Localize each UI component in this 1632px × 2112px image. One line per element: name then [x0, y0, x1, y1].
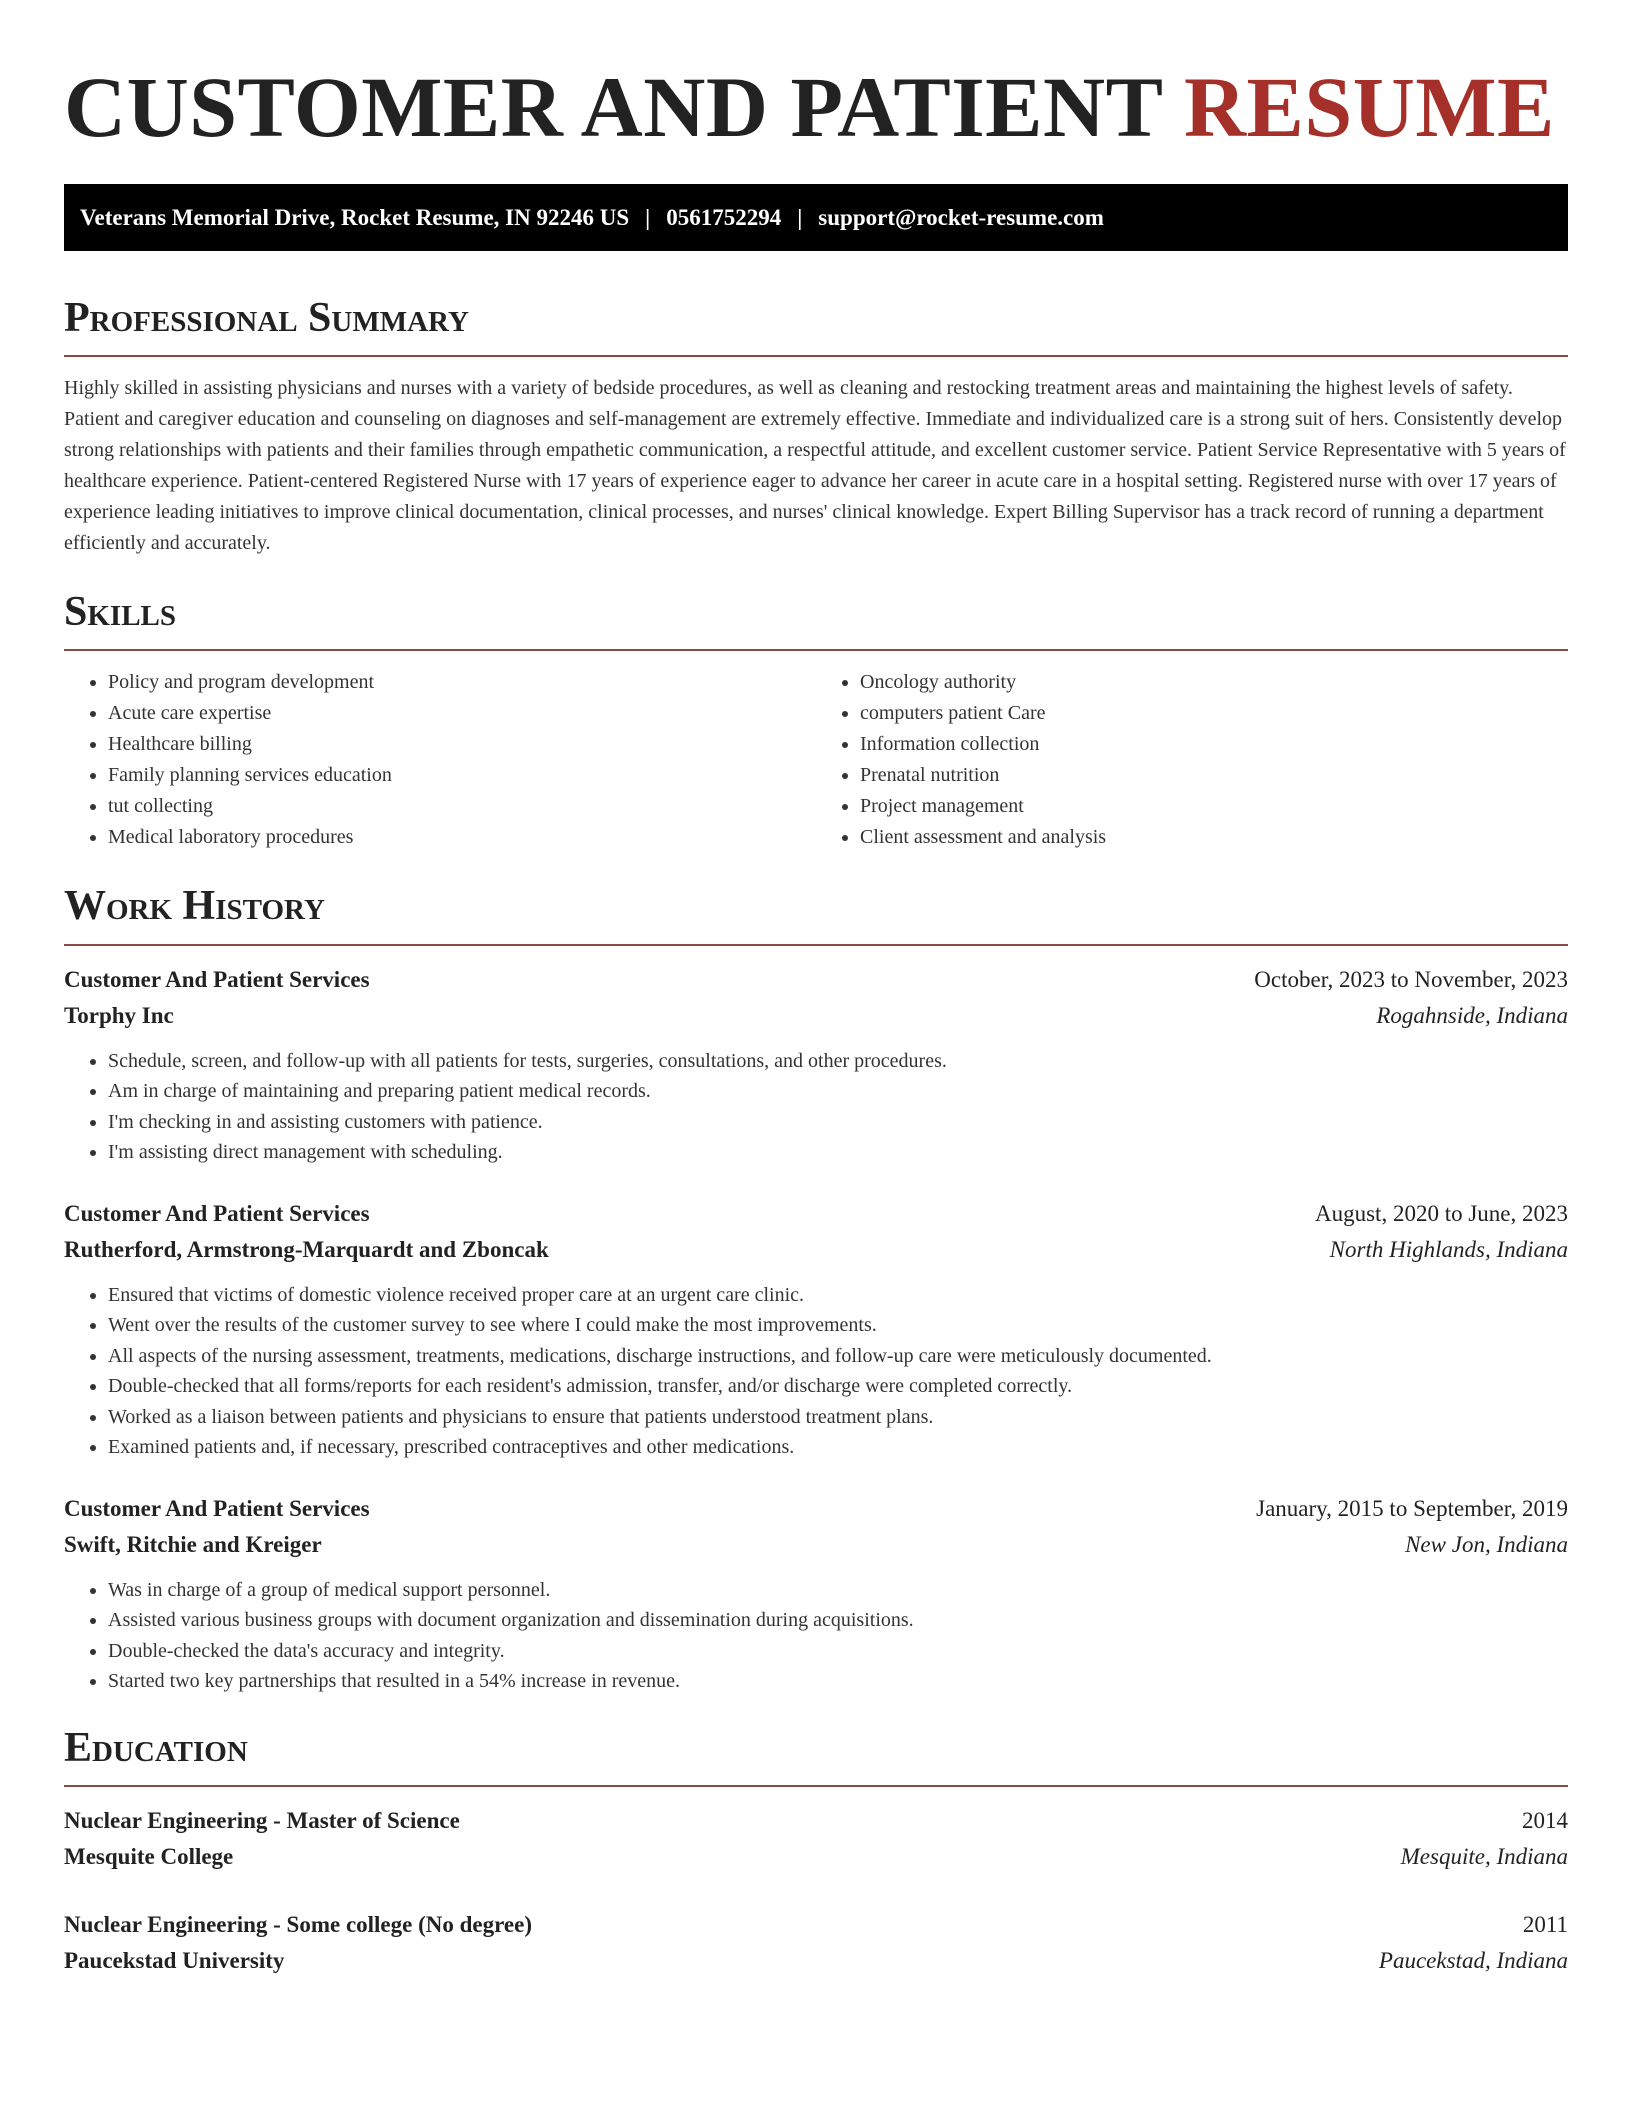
job-entry: [64, 1196, 1568, 1463]
section-divider: [64, 355, 1568, 357]
education-entry: [64, 1907, 1568, 1979]
education-location: Paucekstad, Indiana: [1378, 1947, 1568, 1973]
job-company: Torphy Inc: [64, 1002, 174, 1028]
summary-text: Highly skilled in assisting physicians and nurses with a variety of bedside procedures, as well as cleaning and restocking treatment areas and maintaining the highest levels of safety. Patient and caregiver education and counseling on diagnoses and self-management are extremely effective. Immediate and individualized care is a strong suit of hers. Consistently develop strong relationships with patients and their families through empathetic communication, a respectful attitude, and excellent customer service. Patient Service Representative with 5 years of healthcare experience. Patient-centered Registered Nurse with 17 years of experience eager to advance her career in acute care in a hospital setting. Registered nurse with over 17 years of experience leading initiatives to improve clinical documentation, clinical processes, and nurses' clinical knowledge. Expert Billing Supervisor has a track record of running a department efficiently and accurately.: [64, 377, 1566, 555]
job-dates: January, 2015 to September, 2019: [1256, 1495, 1568, 1521]
job-bullet: • Ensured that victims of domestic violence received proper care at an urgent care clinic.: [108, 1280, 1568, 1311]
skill-item: • Prenatal nutrition: [860, 760, 1568, 791]
education-location: Mesquite, Indiana: [1400, 1843, 1568, 1869]
skill-item: • Policy and program development: [108, 667, 816, 698]
job-dates: October, 2023 to November, 2023: [1254, 966, 1568, 992]
job-location: Rogahnside, Indiana: [1376, 1002, 1568, 1028]
job-title: Customer And Patient Services: [64, 1495, 370, 1521]
skill-item: • Information collection: [860, 729, 1568, 760]
job-bullet: • Went over the results of the customer survey to see where I could make the most improvements.: [108, 1310, 1568, 1341]
section-divider: [64, 944, 1568, 946]
job-bullet: • I'm checking in and assisting customers with patience.: [108, 1107, 1568, 1138]
job-bullet: • Assisted various business groups with document organization and dissemination during acquisitions.: [108, 1605, 1568, 1636]
job-bullet: • Worked as a liaison between patients and physicians to ensure that patients understood treatment plans.: [108, 1402, 1568, 1433]
skill-item: • Acute care expertise: [108, 698, 816, 729]
skills-columns: [64, 667, 1568, 853]
work-history-section: [64, 883, 1568, 1696]
job-bullet: • Schedule, screen, and follow-up with all patients for tests, surgeries, consultations, and other procedures.: [108, 1046, 1568, 1077]
education-school: Paucekstad University: [64, 1947, 285, 1973]
skill-item: • Healthcare billing: [108, 729, 816, 760]
skill-item: • Medical laboratory procedures: [108, 822, 816, 853]
job-bullets: [64, 1280, 1568, 1463]
title-main: CUSTOMER AND PATIENT: [64, 59, 1184, 155]
skills-list-right: [816, 667, 1568, 853]
education-entry: [64, 1803, 1568, 1875]
education-section: [64, 1725, 1568, 1979]
contact-phone: 0561752294: [666, 204, 782, 230]
job-bullet: • Double-checked that all forms/reports for each resident's admission, transfer, and/or discharge were completed correctly.: [108, 1371, 1568, 1402]
skill-item: • Family planning services education: [108, 760, 816, 791]
education-year: 2011: [1522, 1911, 1568, 1937]
contact-email: support@rocket-resume.com: [818, 204, 1104, 230]
job-title: Customer And Patient Services: [64, 966, 370, 992]
education-year: 2014: [1522, 1807, 1568, 1833]
skill-item: • Oncology authority: [860, 667, 1568, 698]
job-bullet: • Started two key partnerships that resulted in a 54% increase in revenue.: [108, 1666, 1568, 1697]
job-bullet: • Double-checked the data's accuracy and integrity.: [108, 1636, 1568, 1667]
section-heading-work: Work History: [64, 883, 325, 930]
contact-separator: |: [797, 204, 803, 230]
contact-separator: |: [645, 204, 651, 230]
section-divider: [64, 649, 1568, 651]
summary-section: [64, 295, 1568, 559]
skills-list-left: [64, 667, 816, 853]
job-bullets: [64, 1575, 1568, 1697]
title-accent: RESUME: [1183, 59, 1555, 155]
job-bullets: [64, 1046, 1568, 1168]
education-degree: Nuclear Engineering - Some college (No degree): [64, 1911, 532, 1937]
job-bullet: • I'm assisting direct management with scheduling.: [108, 1137, 1568, 1168]
job-dates: August, 2020 to June, 2023: [1315, 1200, 1568, 1226]
job-location: North Highlands, Indiana: [1329, 1236, 1568, 1262]
skills-section: [64, 589, 1568, 853]
job-bullet: • All aspects of the nursing assessment, treatments, medications, discharge instructions, and follow-up care were meticulously documented.: [108, 1341, 1568, 1372]
education-school: Mesquite College: [64, 1843, 234, 1869]
contact-address: Veterans Memorial Drive, Rocket Resume, IN 92246 US: [80, 204, 630, 230]
job-company: Swift, Ritchie and Kreiger: [64, 1531, 322, 1557]
job-bullet: • Examined patients and, if necessary, prescribed contraceptives and other medications.: [108, 1432, 1568, 1463]
job-bullet: • Was in charge of a group of medical support personnel.: [108, 1575, 1568, 1606]
section-divider: [64, 1785, 1568, 1787]
contact-bar: [64, 184, 1568, 251]
job-entry: [64, 1491, 1568, 1697]
job-title: Customer And Patient Services: [64, 1200, 370, 1226]
skill-item: • tut collecting: [108, 791, 816, 822]
job-location: New Jon, Indiana: [1405, 1531, 1568, 1557]
section-heading-summary: Professional Summary: [64, 295, 469, 341]
job-entry: [64, 962, 1568, 1168]
section-heading-education: Education: [64, 1724, 248, 1771]
section-heading-skills: Skills: [64, 589, 177, 636]
skill-item: • Project management: [860, 791, 1568, 822]
resume-title: [64, 59, 1568, 155]
education-degree: Nuclear Engineering - Master of Science: [64, 1807, 460, 1833]
job-company: Rutherford, Armstrong-Marquardt and Zboncak: [64, 1236, 549, 1262]
skill-item: • computers patient Care: [860, 698, 1568, 729]
job-bullet: • Am in charge of maintaining and preparing patient medical records.: [108, 1076, 1568, 1107]
skill-item: • Client assessment and analysis: [860, 822, 1568, 853]
